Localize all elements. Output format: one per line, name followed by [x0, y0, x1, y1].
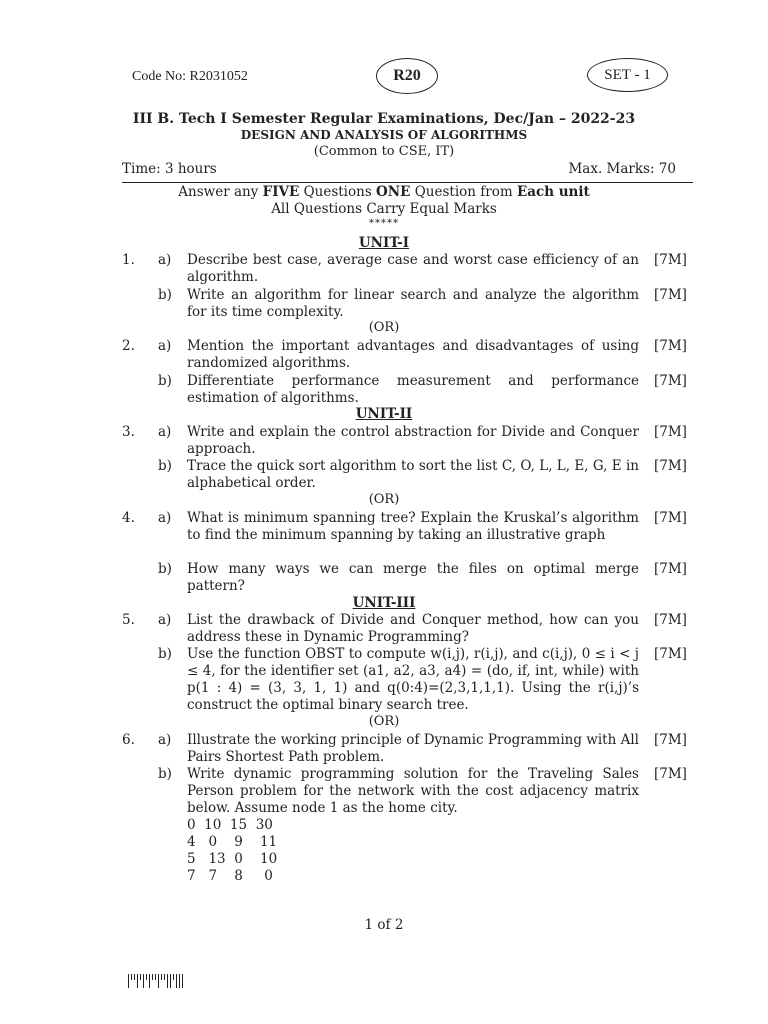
question-marks: [7M] — [654, 373, 687, 389]
exam-time: Time: 3 hours — [122, 161, 217, 177]
question-part: b) — [158, 766, 172, 782]
question-part: a) — [158, 612, 172, 628]
barcode-bar — [173, 974, 174, 980]
matrix-row: 5 13 0 10 — [187, 851, 278, 867]
unit-heading: UNIT-I — [358, 235, 410, 251]
question-marks: [7M] — [654, 732, 687, 748]
question-text: What is minimum spanning tree? Explain the Kruskal’s algorithm to find the minimum spanning by taking an illustrative graph — [187, 510, 639, 543]
set-badge: SET - 1 — [587, 58, 668, 92]
question-marks: [7M] — [654, 766, 687, 782]
barcode-bar — [134, 974, 135, 980]
barcode-bar — [131, 974, 132, 980]
barcode-bar — [143, 974, 144, 988]
question-text: Write dynamic programming solution for the Traveling Sales Person problem for the network with the cost adjacency matrix below. Assume node 1 as the home city. — [187, 766, 639, 816]
barcode-bar — [128, 974, 129, 988]
question-part: b) — [158, 646, 172, 662]
question-number: 3. — [122, 424, 135, 440]
header-divider — [122, 182, 693, 183]
question-text: Use the function OBST to compute w(i,j), r(i,j), and c(i,j), 0 ≤ i < j ≤ 4, for the identifier set (a1, a2, a3, a4) = (do, if, int, while) with p(1 : 4) = (3, 3, 1, 1) and q(0:4)=(2,3,1,1,1). Using the r(i,j)’s construct the optimal binary search tree. — [187, 646, 639, 713]
question-part: a) — [158, 510, 172, 526]
question-part: b) — [158, 458, 172, 474]
common-branches: (Common to CSE, IT) — [313, 144, 455, 159]
question-number: 5. — [122, 612, 135, 628]
barcode-bar — [140, 974, 141, 980]
exam-title: III B. Tech I Semester Regular Examinations, Dec/Jan – 2022-23 — [132, 111, 636, 127]
question-part: a) — [158, 252, 172, 268]
question-part: b) — [158, 373, 172, 389]
question-marks: [7M] — [654, 424, 687, 440]
barcode-bar — [179, 974, 180, 988]
question-number: 2. — [122, 338, 135, 354]
question-marks: [7M] — [654, 646, 687, 662]
barcode-bar — [152, 974, 153, 980]
question-marks: [7M] — [654, 561, 687, 577]
max-marks: Max. Marks: 70 — [568, 161, 676, 177]
matrix-row: 0 10 15 30 — [187, 817, 273, 833]
code-number: Code No: R2031052 — [132, 69, 248, 84]
page-number: 1 of 2 — [364, 917, 404, 933]
subject-title: DESIGN AND ANALYSIS OF ALGORITHMS — [240, 128, 528, 142]
barcode-bar — [182, 974, 183, 988]
question-number: 1. — [122, 252, 135, 268]
question-text: Trace the quick sort algorithm to sort the list C, O, L, L, E, G, E in alphabetical order. — [187, 458, 639, 491]
question-number: 4. — [122, 510, 135, 526]
question-part: b) — [158, 561, 172, 577]
matrix-row: 4 0 9 11 — [187, 834, 278, 850]
barcode-bar — [146, 974, 147, 980]
question-part: a) — [158, 338, 172, 354]
question-marks: [7M] — [654, 338, 687, 354]
question-text: Mention the important advantages and disadvantages of using randomized algorithms. — [187, 338, 639, 371]
question-text: List the drawback of Divide and Conquer method, how can you address these in Dynamic Programming? — [187, 612, 639, 645]
barcode-bar — [155, 974, 156, 980]
equal-marks-note: All Questions Carry Equal Marks — [271, 201, 497, 217]
question-text: Illustrate the working principle of Dynamic Programming with All Pairs Shortest Path problem. — [187, 732, 639, 765]
question-text: Write an algorithm for linear search and analyze the algorithm for its time complexity. — [187, 287, 639, 320]
separator-stars: ***** — [369, 218, 399, 229]
question-text: Write and explain the control abstraction for Divide and Conquer approach. — [187, 424, 639, 457]
question-marks: [7M] — [654, 612, 687, 628]
matrix-row: 7 7 8 0 — [187, 868, 273, 884]
barcode-bar — [176, 974, 177, 988]
barcode-bar — [164, 974, 165, 980]
question-marks: [7M] — [654, 287, 687, 303]
barcode — [128, 974, 183, 988]
question-text: How many ways we can merge the files on optimal merge pattern? — [187, 561, 639, 594]
barcode-bar — [158, 974, 159, 988]
regulation-badge: R20 — [376, 58, 438, 94]
unit-heading: UNIT-II — [355, 406, 413, 422]
question-text: Differentiate performance measurement and performance estimation of algorithms. — [187, 373, 639, 406]
or-separator: (OR) — [368, 320, 400, 335]
barcode-bar — [161, 974, 162, 980]
question-number: 6. — [122, 732, 135, 748]
question-text: Describe best case, average case and worst case efficiency of an algorithm. — [187, 252, 639, 285]
question-part: b) — [158, 287, 172, 303]
question-part: a) — [158, 424, 172, 440]
instruction-line: Answer any FIVE Questions ONE Question from Each unit — [178, 184, 590, 200]
question-marks: [7M] — [654, 252, 687, 268]
question-marks: [7M] — [654, 510, 687, 526]
question-part: a) — [158, 732, 172, 748]
barcode-bar — [167, 974, 168, 988]
unit-heading: UNIT-III — [352, 595, 416, 611]
barcode-bar — [149, 974, 150, 988]
or-separator: (OR) — [368, 492, 400, 507]
question-marks: [7M] — [654, 458, 687, 474]
barcode-bar — [170, 974, 171, 988]
or-separator: (OR) — [368, 714, 400, 729]
barcode-bar — [137, 974, 138, 988]
